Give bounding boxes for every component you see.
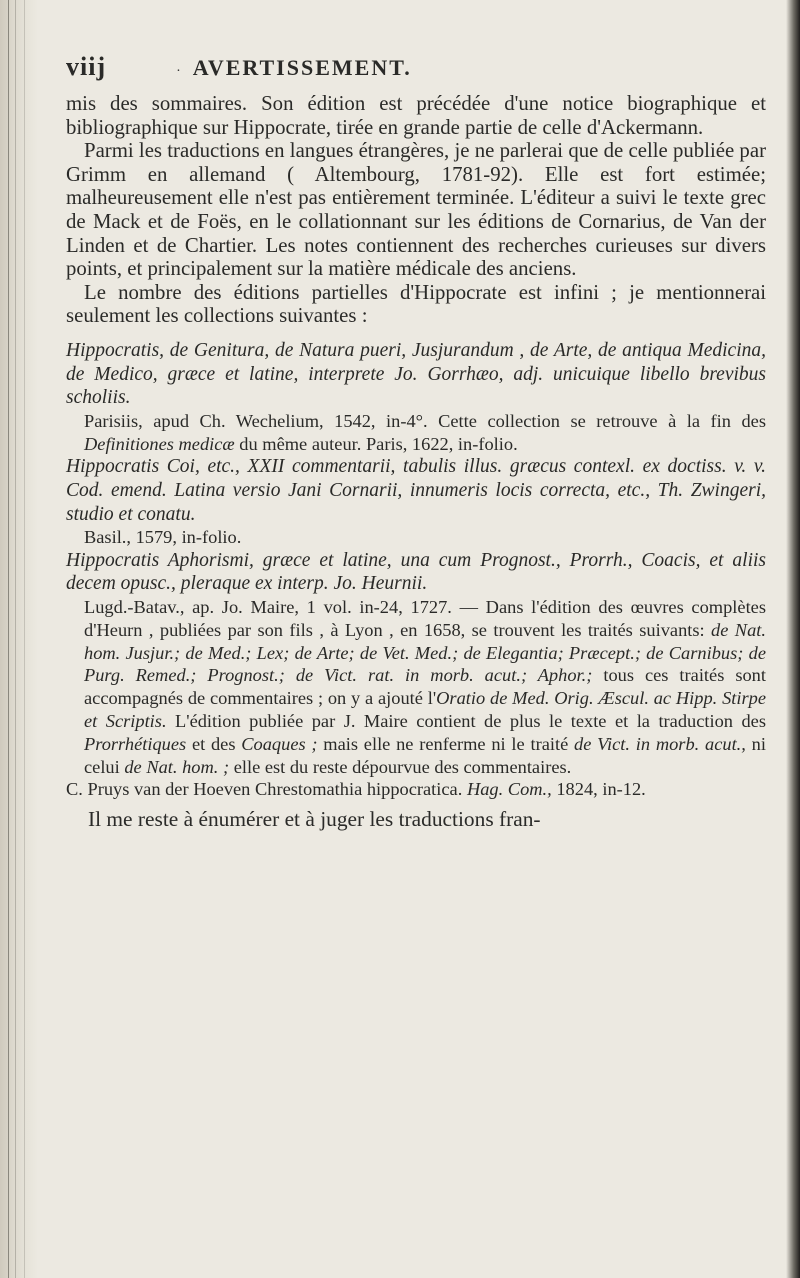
bibliography-entry (66, 339, 766, 455)
bibliography-list (66, 339, 766, 802)
entry-title: Hippocratis, de Genitura, de Natura pueri, Jusjurandum , de Arte, de antiqua Medicina, de Medico, græce et latine, interprete Jo. Gorrhæo, adj. unicuique libello brevibus scholiis. (66, 339, 766, 409)
entry-text: 1824, in-12. (556, 779, 646, 800)
entry-text: L'édition publiée par J. Maire contient de plus le texte et la traduction des (175, 711, 766, 732)
page-number: viij (66, 52, 107, 81)
entry-text-italic: Oratio de Med. Orig. Æscul. ac Hipp. Stirpe et Scriptis. (84, 688, 766, 732)
bibliography-entry (66, 778, 766, 801)
binding-crease (8, 0, 9, 1278)
bibliography-entry (66, 549, 766, 779)
entry-body: Basil., 1579, in-folio. (84, 527, 242, 548)
book-binding-shadow (0, 0, 38, 1278)
entry-text-italic: Prorrhétiques (84, 733, 187, 754)
bibliography-entry (66, 455, 766, 549)
page-header (66, 52, 766, 82)
entry-text: du même auteur. Paris, 1622, in-folio. (239, 433, 518, 454)
entry-text-italic: Hag. Com., (466, 779, 552, 800)
entry-title: Hippocratis Aphorismi, græce et latine, una cum Prognost., Prorrh., Coacis, et aliis decem opusc., pleraque ex interp. Jo. Heurnii. (66, 549, 766, 595)
entry-text: mais elle ne renferme ni le traité (323, 733, 569, 754)
book-page (66, 52, 766, 831)
paragraph: mis des sommaires. Son édition est précédée d'une notice biographique et bibliographique sur Hippocrate, tirée en grande partie de celle d'Ackermann. (66, 92, 766, 139)
entry-text-italic: Definitiones medicæ (84, 433, 235, 454)
entry-text: Parisiis, apud Ch. Wechelium, 1542, in-4°. Cette collection se retrouve à la fin des (84, 410, 766, 431)
entry-text: ni celui (84, 733, 766, 777)
entry-text-italic: de Nat. hom. ; (124, 756, 230, 777)
binding-crease (15, 0, 16, 1278)
header-ornament: · (176, 64, 181, 79)
page-edge-shadow (786, 0, 800, 1278)
entry-text: et des (191, 733, 236, 754)
entry-text-italic: de Vict. in morb. acut., (574, 733, 746, 754)
entry-text: C. Pruys van der Hoeven Chrestomathia hippocratica. (66, 779, 463, 800)
binding-crease (24, 0, 25, 1278)
entry-text: tous ces traités sont accompagnés de commentaires ; on y a ajouté l' (84, 665, 766, 709)
paragraph: Le nombre des éditions partielles d'Hippocrate est infini ; je mentionnerai seulement les collections suivantes : (66, 280, 766, 328)
entry-body (66, 596, 766, 778)
entry-text-italic: de Nat. hom. Jusjur.; de Med.; Lex; de Arte; de Vet. Med.; de Elegantia; Præcept.; de Carnibus; de Purg. Remed.; Prognost.; de Vict. rat. in morb. acut.; Aphor.; (84, 619, 766, 686)
entry-text-italic: Coaques ; (241, 733, 318, 754)
closing-line: Il me reste à énumérer et à juger les traductions fran- (88, 807, 541, 832)
entry-text: Lugd.-Batav., ap. Jo. Maire, 1 vol. in-24, 1727. — Dans l'édition des œuvres complètes d'Heurn , publiées par son fils , à Lyon , en 1658, se trouvent les traités suivants: (84, 597, 766, 640)
running-head: AVERTISSEMENT. (192, 55, 412, 80)
entry-body (66, 410, 766, 456)
entry-text: elle est du reste dépourvue des commentaires. (233, 756, 572, 777)
entry-title: Hippocratis Coi, etc., XXII commentarii, tabulis illus. græcus contexl. ex doctiss. v. v. Cod. emend. Latina versio Jani Cornarii, innumeris locis correcta, etc., Th. Zwingeri, studio et conatu. (66, 456, 766, 525)
paragraph: Parmi les traductions en langues étrangères, je ne parlerai que de celle publiée par Grimm en allemand ( Altembourg, 1781-92). Elle est fort estimée; malheureusement elle n'est pas entièrement terminée. L'éditeur a suivi le texte grec de Mack et de Foës, en le collationnant sur les éditions de Cornarius, de Van der Linden et de Chartier. Les notes contiennent des recherches curieuses sur divers points, et principalement sur la matière médicale des anciens. (66, 139, 766, 281)
